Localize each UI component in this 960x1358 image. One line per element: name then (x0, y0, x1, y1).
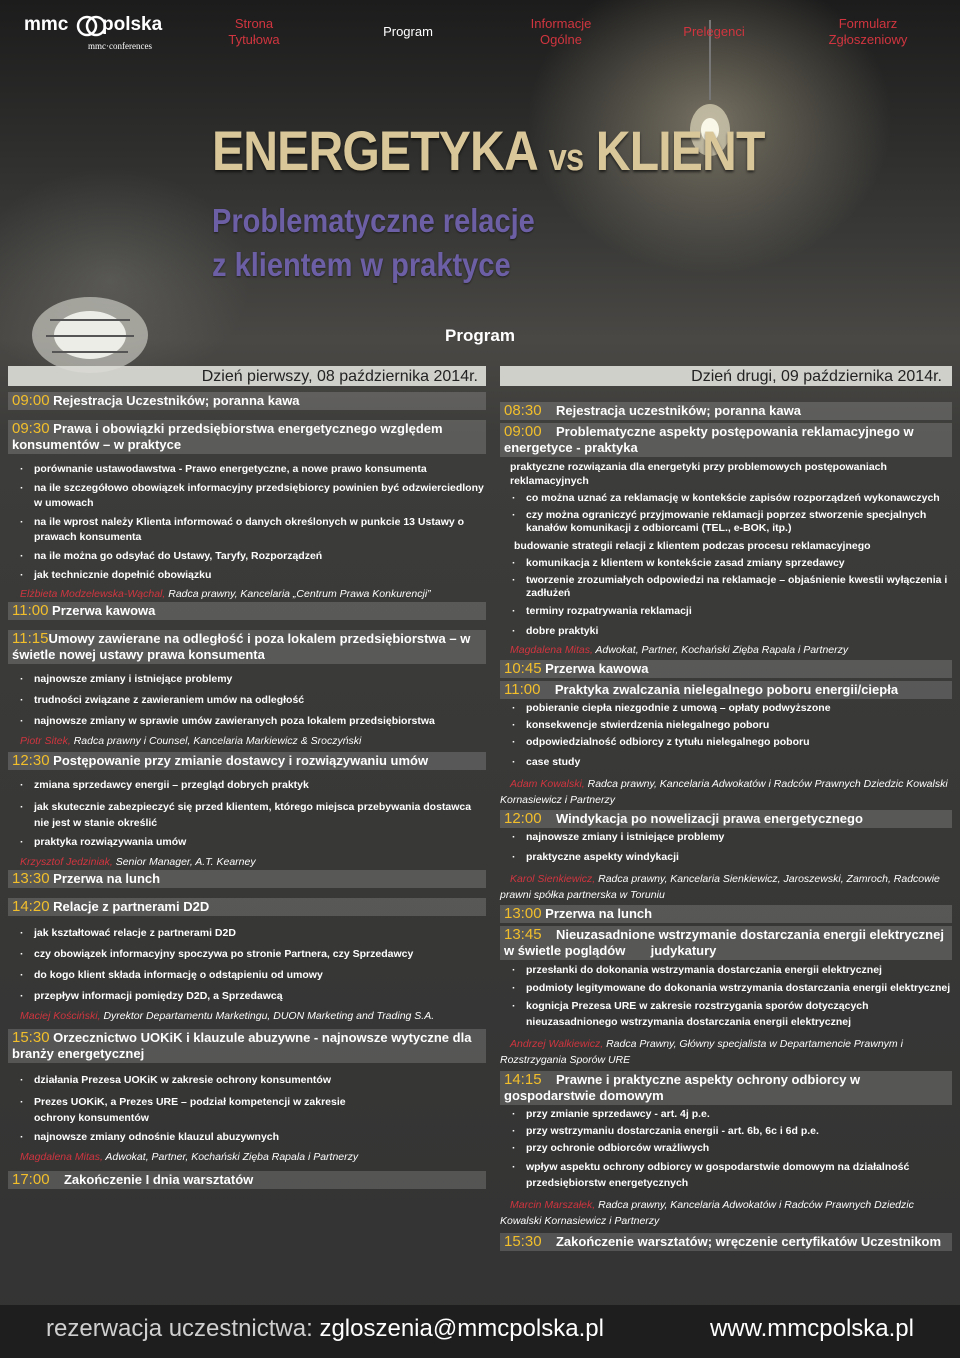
list-item: · wpływ aspektu ochrony odbiorcy w gospodarstwie domowym na działalność przedsiębiorstw energetycznych (500, 1159, 952, 1191)
speaker (500, 643, 952, 658)
day1-slot-1330 (8, 870, 486, 888)
slot-title: Zakończenie I dnia warsztatów (49, 1172, 254, 1187)
speaker (500, 871, 952, 903)
speaker-name: Maciej Kościński, (20, 1010, 101, 1022)
slot-title: Zakończenie warsztatów; wręczenie certyfikatów Uczestnikom (541, 1234, 942, 1249)
speaker (8, 1009, 486, 1024)
speaker-role: Adwokat, Partner, Kochański Zięba Rapala i Partnerzy (102, 1151, 359, 1163)
list-item: · Prezes UOKiK, a Prezes URE – podział kompetencji w zakresie ochrony konsumentów (8, 1094, 486, 1126)
slot-time: 08:30 (504, 402, 542, 419)
nav-prelegenci[interactable]: Prelegenci (683, 24, 745, 39)
slot-title: Problematyczne aspekty postępowania reklamacyjnego w energetyce - praktyka (504, 424, 918, 455)
speaker (500, 776, 952, 808)
event-title-b: KLIENT (583, 119, 765, 182)
slot-title: Nieuzasadnione wstrzymanie dostarczania energii elektrycznej w świetle poglądów judykatury (504, 927, 948, 958)
list-item: · trudności związane z zawieraniem umów na odległość (8, 693, 486, 708)
speaker-role: Senior Manager, A.T. Kearney (112, 856, 256, 868)
speaker (8, 734, 486, 749)
slot-time: 14:15 (504, 1071, 542, 1088)
slot-time: 13:00 (504, 905, 542, 922)
topic-line: praktyczne rozwiązania dla energetyki przy problemowych postępowaniach reklamacyjnych (510, 461, 887, 487)
slot-time: 09:00 (504, 423, 542, 440)
list-item: · przy wstrzymaniu dostarczania energii - art. 6b, 6c i 6d p.e. (500, 1124, 952, 1139)
list-item: · najnowsze zmiany w sprawie umów zawieranych poza lokalem przedsiębiorstwa (8, 714, 486, 729)
day2-slot-1200 (500, 810, 952, 828)
list-item: · case study (500, 755, 952, 770)
list-item: · do kogo klient składa informację o odstąpieniu od umowy (8, 968, 486, 983)
day2-column (500, 366, 952, 1251)
speaker-name: Andrzej Walkiewicz, (510, 1038, 604, 1050)
website-prefix: www. (709, 1315, 768, 1342)
speaker-name: Magdalena Mitas, (20, 1151, 103, 1163)
speaker-role: Radca prawny i Counsel, Kancelaria Markiewicz & Sroczyński (70, 735, 362, 747)
slot-time: 15:30 (504, 1233, 542, 1250)
day1-header: Dzień pierwszy, 08 października 2014r. (8, 366, 486, 386)
speaker-role: Adwokat, Partner, Kochański Zięba Rapala i Partnerzy (592, 644, 849, 656)
list-item: · przesłanki do dokonania wstrzymania dostarczania energii elektrycznej (500, 963, 952, 978)
day1-slot-0900 (8, 392, 486, 410)
speaker-name: Adam Kowalski, (510, 778, 585, 790)
list-item: · zmiana sprzedawcy energii – przegląd dobrych praktyk (8, 778, 486, 793)
day2-slot-0900 (500, 423, 952, 457)
slot-title: Prawa i obowiązki przedsiębiorstwa energetycznego względem konsumentów – w praktyce (12, 421, 443, 452)
list-item: · praktyczne aspekty windykacji (500, 850, 952, 865)
list-item: · porównanie ustawodawstwa - Prawo energetyczne, a nowe prawo konsumenta (8, 462, 486, 477)
list-item: · jak skutecznie zabezpieczyć się przed klientem, którego miejsca przebywania dostawca nie jest w stanie określić (8, 799, 486, 831)
speaker-role: Radca prawny, Kancelaria Adwokatów i Radców Prawnych Dziedzic Kowalski Kornasiewicz i Partnerzy (500, 1199, 914, 1227)
speaker-name: Karol Sienkiewicz, (510, 873, 596, 885)
list-item: · przepływ informacji pomiędzy D2D, a Sprzedawcą (8, 989, 486, 1004)
slot-time: 11:00 (12, 602, 49, 619)
list-item: · na ile można go odsyłać do Ustawy, Taryfy, Rozporządzeń (8, 549, 486, 564)
list-item: · jak kształtować relacje z partnerami D2D (8, 926, 486, 941)
list-item: · terminy rozpatrywania reklamacji (500, 604, 952, 619)
speaker-name: Elżbieta Modzelewska-Wąchal, (20, 588, 166, 600)
event-title (212, 118, 765, 183)
list-item: · najnowsze zmiany odnośnie klauzul abuzywnych (8, 1130, 486, 1145)
slot-title: Rejestracja Uczestników; poranna kawa (49, 393, 300, 408)
speaker (8, 1150, 486, 1165)
program-heading: Program (445, 326, 515, 345)
list-item: · działania Prezesa UOKiK w zakresie ochrony konsumentów (8, 1073, 486, 1088)
list-item: · przy ochronie odbiorców wrażliwych (500, 1141, 952, 1156)
mmc-polska-logo[interactable] (24, 10, 164, 56)
slot-time: 09:00 (12, 392, 50, 409)
slot-time: 14:20 (12, 898, 50, 915)
slot-time: 11:15 (12, 630, 49, 647)
slot-time: 09:30 (12, 420, 50, 437)
slot-title: Prawne i praktyczne aspekty ochrony odbiorcy w gospodarstwie domowym (504, 1072, 864, 1103)
speaker (500, 1036, 952, 1068)
speaker-name: Piotr Sitek, (20, 735, 71, 747)
day2-header: Dzień drugi, 09 października 2014r. (500, 366, 952, 386)
day1-column (8, 366, 486, 1189)
speaker-role: Radca prawny, Kancelaria Sienkiewicz, Jaroszewski, Zamroch, Radcowie prawni spółka partnerska w Toruniu (500, 873, 940, 901)
event-subtitle-line2: z klientem w praktyce (212, 246, 511, 283)
speaker (8, 855, 486, 870)
slot-time: 11:00 (504, 681, 541, 698)
list-item: · odpowiedzialność odbiorcy z tytułu nielegalnego poboru (500, 735, 952, 750)
day1-slot-0930 (8, 420, 486, 454)
list-item: · na ile szczegółowo obowiązek informacyjny przedsiębiorcy powinien być odzwierciedlony w umowach (8, 481, 486, 511)
nav-program[interactable]: Program (383, 24, 433, 39)
website-domain: mmcpolska (767, 1315, 889, 1342)
slot-title: Przerwa na lunch (541, 906, 653, 921)
day2-slot-1415 (500, 1071, 952, 1105)
list-item: · komunikacja z klientem w kontekście zasad zmiany sprzedawcy (500, 556, 952, 571)
slot-title: Umowy zawierane na odległość i poza lokalem przedsiębiorstwa – w świetle nowej ustawy prawa konsumenta (12, 631, 471, 662)
footer (0, 1305, 960, 1358)
list-item: · czy można ograniczyć przyjmowanie reklamacji poprzez stworzenie specjalnych kanałów komunikacji z odbiorcami (TEL., e-BOK, itp.) (500, 509, 952, 535)
slot-time: 13:30 (12, 870, 50, 887)
day2-slot-1345 (500, 926, 952, 960)
list-item: · czy obowiązek informacyjny spoczywa po stronie Partnera, czy Sprzedawcy (8, 947, 486, 962)
list-item: · konsekwencje stwierdzenia nielegalnego poboru (500, 718, 952, 733)
day2-slot-0830 (500, 402, 952, 420)
speaker-role: Radca prawny, Kancelaria Adwokatów i Radców Prawnych Dziedzic Kowalski Kornasiewicz i Partnerzy (500, 778, 948, 806)
speaker (500, 1197, 952, 1229)
list-item: · przy zmianie sprzedawcy - art. 4j p.e. (500, 1107, 952, 1122)
slot-time: 13:45 (504, 926, 542, 943)
event-title-vs: vs (548, 137, 584, 179)
day1-slot-1230 (8, 752, 486, 770)
slot-time: 12:00 (504, 810, 542, 827)
speaker-name: Magdalena Mitas, (510, 644, 593, 656)
list-item: · najnowsze zmiany i istniejące problemy (8, 672, 486, 687)
top-navigation (0, 0, 960, 64)
slot-title: Windykacja po nowelizacji prawa energetycznego (541, 811, 863, 826)
slot-title: Relacje z partnerami D2D (49, 899, 210, 914)
nav-formularz-zgloszeniowy[interactable]: Formularz Zgłoszeniowy (828, 16, 908, 47)
slot-title: Orzecznictwo UOKiK i klauzule abuzywne - najnowsze wytyczne dla branży energetycznej (12, 1030, 472, 1061)
list-item: · pobieranie ciepła niezgodnie z umową – opłaty podwyższone (500, 701, 952, 716)
day1-slot-1100 (8, 602, 486, 620)
day1-slot-1115 (8, 630, 486, 664)
event-title-a: ENERGETYKA (212, 119, 549, 182)
list-item: · kognicja Prezesa URE w zakresie rozstrzygania sporów dotyczących nieuzasadnionego wstrzymania dostarczania energii elektrycznej (500, 998, 952, 1030)
list-item: · podmioty legitymowane do dokonania wstrzymania dostarczania energii elektrycznej (500, 981, 952, 995)
nav-strona-tytulowa[interactable]: Strona Tytułowa (228, 16, 280, 47)
slot-title: Rejestracja uczestników; poranna kawa (541, 403, 801, 418)
list-item: · tworzenie zrozumiałych odpowiedzi na reklamacje – objaśnienie kwestii wyłączenia i zadłużeń (500, 574, 952, 600)
logo-mmc-text: mmc (24, 14, 69, 35)
speaker-role: Radca prawny, Kancelaria „Centrum Prawa Konkurencji” (165, 588, 431, 600)
day2-slot-1300 (500, 905, 952, 923)
list-item: · jak technicznie dopełnić obowiązku (8, 568, 486, 583)
speaker-role: Radca Prawny, Główny specjalista w Departamencie Prawnym i Rozstrzygania Sporów URE (500, 1038, 903, 1066)
list-item: · praktyka rozwiązywania umów (8, 835, 486, 850)
reservation-email-link[interactable]: zgloszenia@mmcpolska.pl (319, 1315, 604, 1342)
speaker-name: Marcin Marszałek, (510, 1199, 596, 1211)
day1-slot-1530 (8, 1029, 486, 1063)
list-item: · na ile wprost należy Klienta informować o danych określonych w punkcie 13 Ustawy o prawach konsumenta (8, 515, 486, 545)
slot-title: Przerwa kawowa (48, 603, 156, 618)
slot-time: 17:00 (12, 1171, 50, 1188)
slot-time: 15:30 (12, 1029, 50, 1046)
speaker (8, 587, 486, 602)
day2-slot-1045 (500, 660, 952, 678)
slot-title: Przerwa kawowa (541, 661, 649, 676)
logo-polska-text: polska (102, 14, 163, 35)
slot-time: 10:45 (504, 660, 542, 677)
topic-line: budowanie strategii relacji z klientem podczas procesu reklamacyjnego (514, 540, 871, 552)
event-subtitle-line1: Problematyczne relacje (212, 202, 535, 239)
nav-informacje-ogolne[interactable]: Informacje Ogólne (530, 16, 592, 47)
slot-time: 12:30 (12, 752, 50, 769)
slot-title: Przerwa na lunch (49, 871, 161, 886)
slot-title: Postępowanie przy zmianie dostawcy i rozwiązywaniu umów (49, 753, 429, 768)
list-item: · co można uznać za reklamację w kontekście zapisów rozporządzeń wykonawczych (500, 491, 952, 506)
logo-subtitle: mmc·conferences (88, 41, 152, 51)
website-suffix: .pl (888, 1315, 914, 1342)
reservation-contact (46, 1315, 604, 1343)
reservation-label: rezerwacja uczestnictwa: (46, 1315, 320, 1342)
speaker-role: Dyrektor Departamentu Marketingu, DUON Marketing and Trading S.A. (100, 1010, 435, 1022)
slot-title: Praktyka zwalczania nielegalnego poboru energii/ciepła (540, 682, 899, 697)
day2-slot-1530 (500, 1233, 952, 1251)
day2-slot-1100 (500, 681, 952, 699)
website-link[interactable] (710, 1315, 914, 1343)
speaker-name: Krzysztof Jedziniak, (20, 856, 113, 868)
day1-slot-1700 (8, 1171, 486, 1189)
list-item: · dobre praktyki (500, 624, 952, 639)
day1-slot-1420 (8, 898, 486, 916)
list-item: · najnowsze zmiany i istniejące problemy (500, 830, 952, 845)
